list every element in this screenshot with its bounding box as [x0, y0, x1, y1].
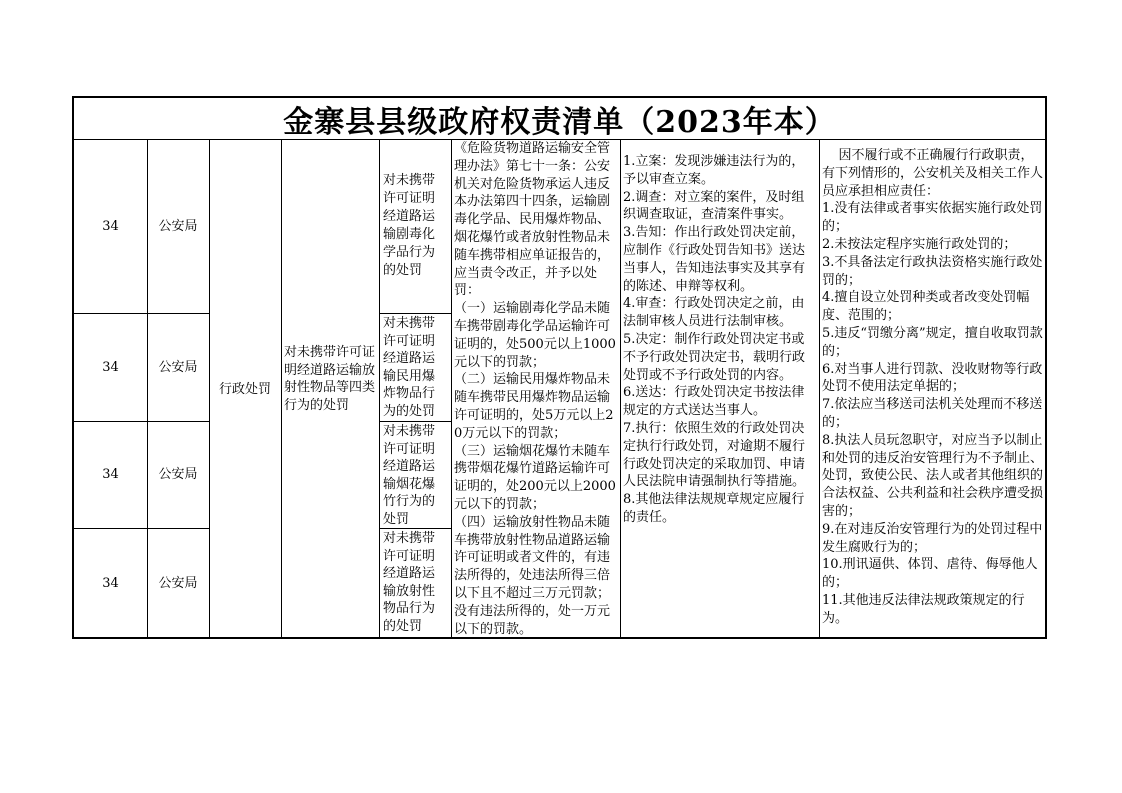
column-divider — [819, 139, 820, 637]
row-number: 34 — [102, 467, 119, 482]
power-list-table — [72, 139, 1047, 639]
row-number: 34 — [102, 576, 119, 591]
row-divider — [379, 528, 451, 529]
column-divider — [379, 139, 380, 637]
legal-basis: 《危险货物道路运输安全管理办法》第七十一条：公安机关对危险货物承运人违反本办法第四十四条，运输剧毒化学品、民用爆炸物品、烟花爆竹或者放射性物品未随车携带相应单证报告的，应当责令改正，并予以处罚： （一）运输剧毒化学品未随车携带剧毒化学品运输许可证明的，处500元以上1000元以下的罚款； （二）运输民用爆炸物品未随车携带民用爆炸物品运输许可证明的，处5万元以上20万元以下的罚款； （三）运输烟花爆竹未随车携带烟花爆竹道路运输许可证明的，处200元以上2000元以下的罚款； （四）运输放射性物品未随车携带放射性物品道路运输许可证明或者文件的，有违法所得的，处违法所得三倍以下且不超过三万元罚款；没有违法所得的，处一万元以下的罚款。 — [454, 141, 616, 637]
responsibility-procedure: 1.立案：发现涉嫌违法行为的，予以审查立案。 2.调查：对立案的案件，及时组织调查取证，查清案件事实。 3.告知：作出行政处罚决定前，应制作《行政处罚告知书》送达当事人，告知违法事实及其享有的陈述、申辩等权利。 4.审查：行政处罚决定之前，由法制审核人员进行法制审核。 5.决定：制作行政处罚决定书或不予行政处罚决定书，载明行政处罚或不予行政处罚的内容。 6.送达：行政处罚决定书按法律规定的方式送达当事人。 7.执行：依照生效的行政处罚决定执行行政处罚，对逾期不履行行政处罚决定的采取加罚、申请人民法院申请强制执行等措施。 8.其他法律法规规章规定应履行的责任。 — [623, 154, 806, 525]
sub-item: 对未携带许可证明经道路运输烟花爆竹行为的处罚 — [383, 424, 436, 527]
parent-item: 对未携带许可证明经道路运输放射性物品等四类行为的处罚 — [284, 345, 376, 413]
document-title: 金寨县县级政府权责清单（2023年本） — [72, 96, 1047, 140]
sub-item: 对未携带许可证明经道路运输民用爆炸物品行为的处罚 — [383, 316, 436, 419]
department: 公安局 — [158, 576, 198, 591]
department: 公安局 — [158, 359, 198, 375]
column-divider — [451, 139, 452, 637]
row-divider — [379, 421, 451, 422]
row-divider — [379, 313, 451, 314]
column-divider — [620, 139, 621, 637]
column-divider — [281, 139, 282, 637]
row-number: 34 — [102, 218, 119, 234]
power-category: 行政处罚 — [218, 381, 271, 397]
department: 公安局 — [158, 467, 198, 482]
department: 公安局 — [158, 218, 198, 234]
sub-item: 对未携带许可证明经道路运输放射性物品行为的处罚 — [383, 531, 436, 634]
row-number: 34 — [102, 359, 119, 375]
accountability-clauses: 因不履行或不正确履行行政职责，有下列情形的，公安机关及相关工作人员应承担相应责任： 1.没有法律或者事实依据实施行政处罚的； 2.未按法定程序实施行政处罚的； 3.不具备法定行政执法资格实施行政处罚的； 4.擅自设立处罚种类或者改变处罚幅度、范围的； 5.违反“罚缴分离”规定，擅自收取罚款的； 6.对当事人进行罚款、没收财物等行政处罚不使用法定单据的； 7.依法应当移送司法机关处理而不移送的； 8.执法人员玩忽职守，对应当予以制止和处罚的违反治安管理行为不予制止、处罚，致使公民、法人或者其他组织的合法权益、公共利益和社会秩序遭受损害的； 9.在对违反治安管理行为的处罚过程中发生腐败行为的； 10.刑讯逼供、体罚、虐待、侮辱他人的； 11.其他违反法律法规政策规定的行为。 — [822, 148, 1044, 626]
sub-item: 对未携带许可证明经道路运输剧毒化学品行为的处罚 — [383, 173, 436, 278]
